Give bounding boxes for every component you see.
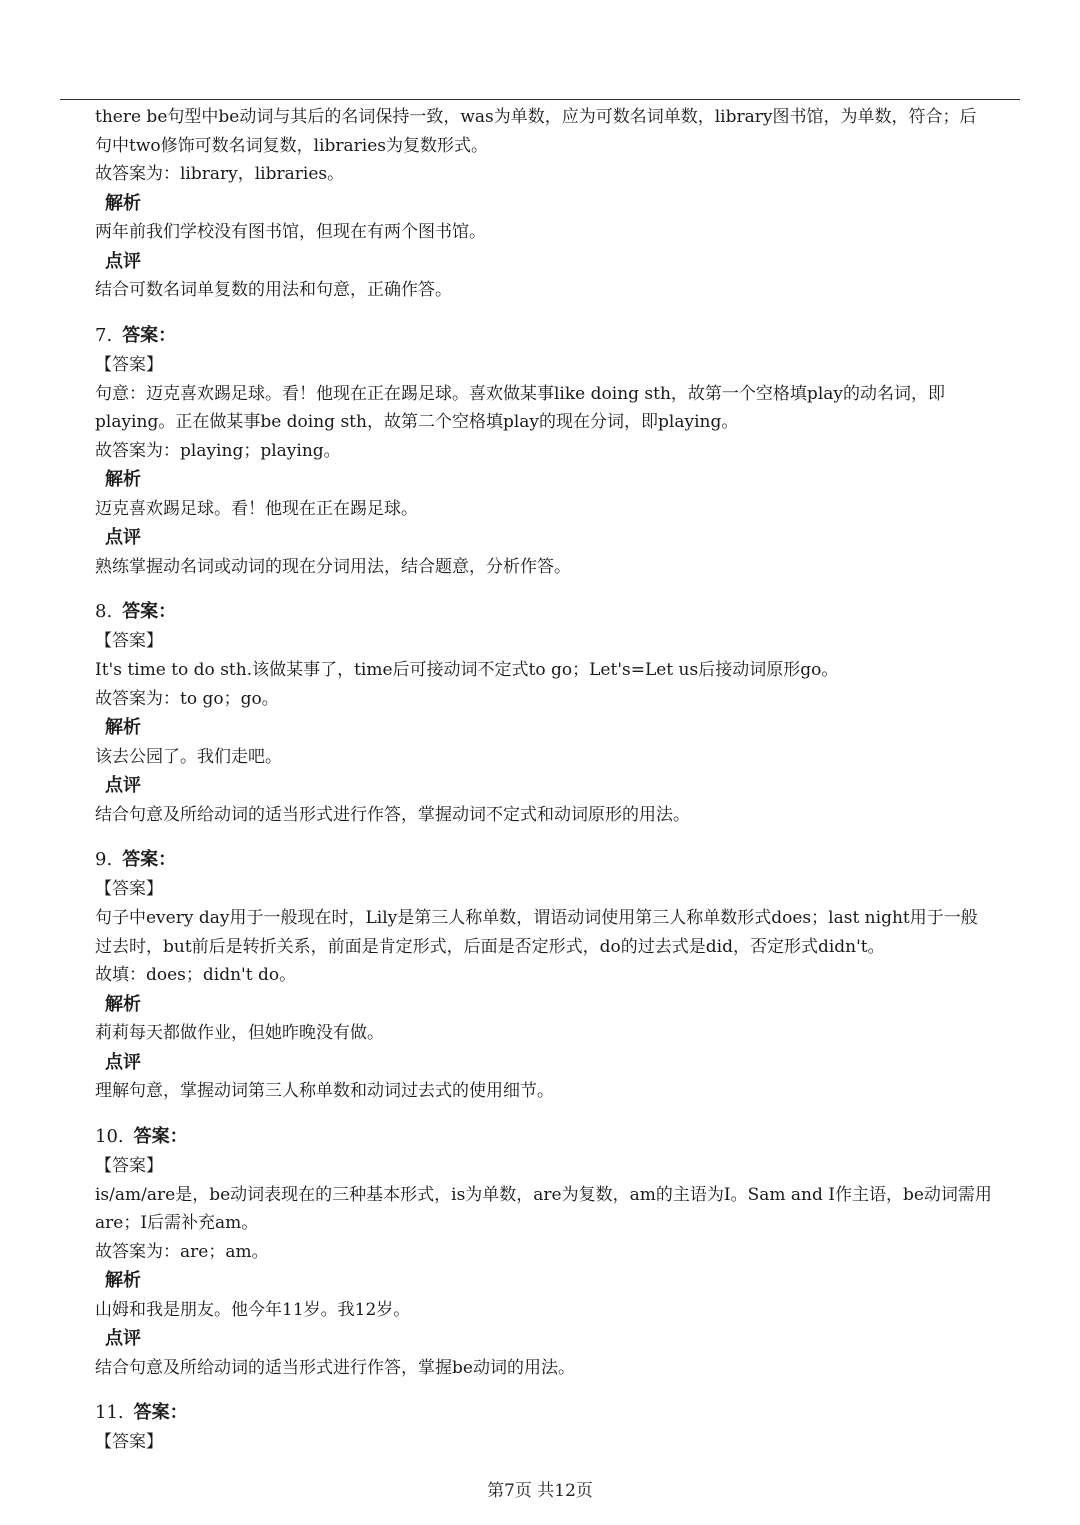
answer-heading: 答案：: [133, 1402, 188, 1423]
comment-text: 结合可数名词单复数的用法和句意，正确作答。: [95, 280, 452, 300]
analysis-label: 解析: [105, 469, 141, 490]
analysis-label: 解析: [105, 993, 141, 1015]
analysis-text: 迈克喜欢踢足球。看！他现在正在踢足球。: [95, 498, 418, 519]
question-number: 11.: [95, 1402, 124, 1423]
answer-text-line: playing。正在做某事be doing sth，故第二个空格填play的现在分词，即playing。: [95, 412, 739, 432]
question-heading: [95, 1122, 1040, 1152]
question-heading: [95, 1398, 1040, 1428]
question-9-section: [95, 845, 1040, 1106]
comment-label: 点评: [105, 527, 141, 548]
answer-tag: 【答案】: [95, 879, 163, 899]
answer-heading: 答案：: [122, 849, 177, 870]
answer-text-line: It's time to do sth.该做某事了，time后可接动词不定式to go；Let's=Let us后接动词原形go。: [95, 660, 839, 680]
answer-heading: 答案：: [122, 601, 177, 622]
question-10-section: [95, 1122, 1040, 1383]
analysis-text: 莉莉每天都做作业，但她昨晚没有做。: [95, 1023, 384, 1043]
question-7-section: [95, 321, 1040, 582]
comment-label: 点评: [105, 1328, 141, 1349]
analysis-text: 山姆和我是朋友。他今年11岁。我12岁。: [95, 1299, 411, 1320]
page-footer: 第7页 共12页: [487, 1481, 593, 1501]
answer-text-line: 故答案为：library，libraries。: [95, 164, 345, 184]
comment-text: 熟练掌握动名词或动词的现在分词用法，结合题意，分析作答。: [95, 556, 571, 577]
answer-tag: 【答案】: [95, 354, 163, 375]
answer-text-line: are；I后需补充am。: [95, 1213, 259, 1233]
analysis-label: 解析: [105, 192, 141, 214]
analysis-text: 两年前我们学校没有图书馆，但现在有两个图书馆。: [95, 222, 486, 242]
answer-text-line: there be句型中be动词与其后的名词保持一致，was为单数，应为可数名词单数，library图书馆，为单数，符合；后: [95, 107, 977, 127]
comment-text: 结合句意及所给动词的适当形式进行作答，掌握动词不定式和动词原形的用法。: [95, 804, 690, 825]
analysis-label: 解析: [105, 1270, 141, 1291]
question-number: 9.: [95, 849, 113, 870]
comment-label: 点评: [105, 775, 141, 796]
question-number: 8.: [95, 601, 113, 622]
question-8-section: [95, 597, 1040, 829]
comment-text: 理解句意，掌握动词第三人称单数和动词过去式的使用细节。: [95, 1081, 554, 1101]
question-heading: [95, 597, 1040, 627]
answer-text-line: is/am/are是，be动词表现在的三种基本形式，is为单数，are为复数，am的主语为I。Sam and I作主语，be动词需用: [95, 1184, 992, 1205]
document-body: [95, 103, 1040, 1457]
answer-text-line: 故答案为：to go；go。: [95, 688, 279, 709]
header-rule: [60, 99, 1020, 100]
comment-label: 点评: [105, 250, 141, 272]
answer-tag: 【答案】: [95, 1155, 163, 1176]
answer-text-line: 句意：迈克喜欢踢足球。看！他现在正在踢足球。喜欢做某事like doing sth，故第一个空格填play的动名词，即: [95, 383, 945, 404]
answer-heading: 答案：: [133, 1125, 188, 1147]
answer-text-line: 过去时，but前后是转折关系，前面是肯定形式，后面是否定形式，do的过去式是did，否定形式didn't。: [95, 936, 885, 957]
question-11-section: [95, 1398, 1040, 1457]
question-heading: [95, 845, 1040, 875]
answer-text-line: 故答案为：playing；playing。: [95, 440, 341, 461]
comment-text: 结合句意及所给动词的适当形式进行作答，掌握be动词的用法。: [95, 1357, 575, 1378]
answer-text-line: 故填：does；didn't do。: [95, 965, 297, 985]
answer-tag: 【答案】: [95, 631, 163, 651]
comment-label: 点评: [105, 1051, 141, 1073]
analysis-text: 该去公园了。我们走吧。: [95, 746, 282, 767]
analysis-label: 解析: [105, 717, 141, 738]
question-number: 7.: [95, 324, 113, 346]
answer-text-line: 故答案为：are；am。: [95, 1241, 269, 1262]
question-number: 10.: [95, 1125, 124, 1147]
question-heading: [95, 321, 1040, 351]
answer-text-line: 句子中every day用于一般现在时，Lily是第三人称单数，谓语动词使用第三人称单数形式does；last night用于一般: [95, 908, 978, 928]
answer-text-line: 句中two修饰可数名词复数，libraries为复数形式。: [95, 135, 488, 156]
answer-tag: 【答案】: [95, 1432, 163, 1452]
prev-answer-section: [95, 103, 1040, 305]
answer-heading: 答案：: [122, 324, 177, 346]
